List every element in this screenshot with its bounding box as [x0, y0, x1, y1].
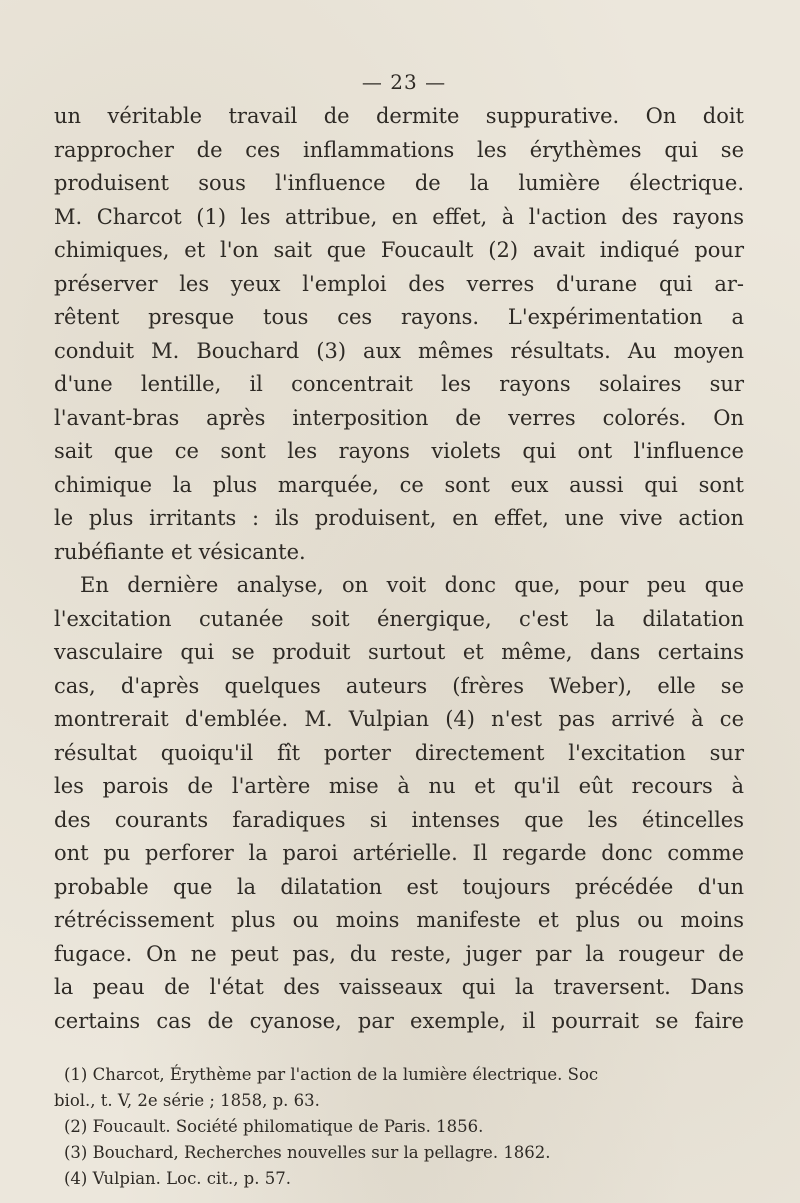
footnote-line: (4) Vulpian. Loc. cit., p. 57.	[64, 1169, 291, 1188]
text-line: vasculaire qui se produit surtout et même, dans certains	[54, 640, 744, 664]
footnotes	[54, 1062, 744, 1192]
text-line: rêtent presque tous ces rayons. L'expérimentation a	[54, 305, 744, 329]
footnote-line: (2) Foucault. Société philomatique de Paris. 1856.	[64, 1117, 484, 1136]
text-line: produisent sous l'influence de la lumière électrique.	[54, 171, 744, 195]
text-line: rétrécissement plus ou moins manifeste et plus ou moins	[54, 908, 744, 932]
text-line: le plus irritants : ils produisent, en effet, une vive action	[54, 506, 744, 530]
text-line: un véritable travail de dermite suppurative. On doit	[54, 104, 744, 128]
text-line: rubéfiante et vésicante.	[54, 539, 306, 564]
text-line: chimiques, et l'on sait que Foucault (2) avait indiqué pour	[54, 238, 744, 262]
text-line: fugace. On ne peut pas, du reste, juger par la rougeur de	[54, 941, 744, 966]
text-line: chimique la plus marquée, ce sont eux aussi qui sont	[54, 472, 744, 497]
text-line: sait que ce sont les rayons violets qui ont l'influence	[54, 439, 744, 463]
text-line: la peau de l'état des vaisseaux qui la traversent. Dans	[54, 975, 744, 999]
book-page	[54, 70, 744, 1192]
footnote-line: (1) Charcot, Érythème par l'action de la lumière électrique. Soc	[64, 1065, 599, 1084]
text-line: montrerait d'emblée. M. Vulpian (4) n'est pas arrivé à ce	[54, 707, 744, 731]
footnote-line: biol., t. V, 2e série ; 1858, p. 63.	[54, 1091, 320, 1110]
text-line: En dernière analyse, on voit donc que, pour peu que	[80, 573, 744, 597]
page-number: — 23 —	[361, 70, 447, 94]
text-line: résultat quoiqu'il fît porter directement l'excitation sur	[54, 740, 744, 765]
text-line: rapprocher de ces inflammations les érythèmes qui se	[54, 137, 744, 162]
text-line: l'avant-bras après interposition de verres colorés. On	[54, 405, 744, 430]
text-line: préserver les yeux l'emploi des verres d'urane qui ar-	[54, 271, 744, 296]
text-line: ont pu perforer la paroi artérielle. Il regarde donc comme	[54, 841, 744, 865]
text-line: l'excitation cutanée soit énergique, c'est la dilatation	[54, 606, 744, 631]
footnote-line: (3) Bouchard, Recherches nouvelles sur la pellagre. 1862.	[64, 1143, 551, 1162]
text-line: les parois de l'artère mise à nu et qu'il eût recours à	[54, 774, 744, 798]
text-line: M. Charcot (1) les attribue, en effet, à l'action des rayons	[54, 204, 744, 229]
text-line: cas, d'après quelques auteurs (frères Weber), elle se	[54, 673, 744, 698]
text-line: conduit M. Bouchard (3) aux mêmes résultats. Au moyen	[54, 338, 744, 363]
text-line: d'une lentille, il concentrait les rayons solaires sur	[54, 372, 744, 396]
text-line: des courants faradiques si intenses que les étincelles	[54, 807, 744, 832]
text-line: probable que la dilatation est toujours précédée d'un	[54, 874, 744, 899]
text-line: certains cas de cyanose, par exemple, il pourrait se faire	[54, 1008, 744, 1033]
body-text	[54, 100, 744, 1038]
